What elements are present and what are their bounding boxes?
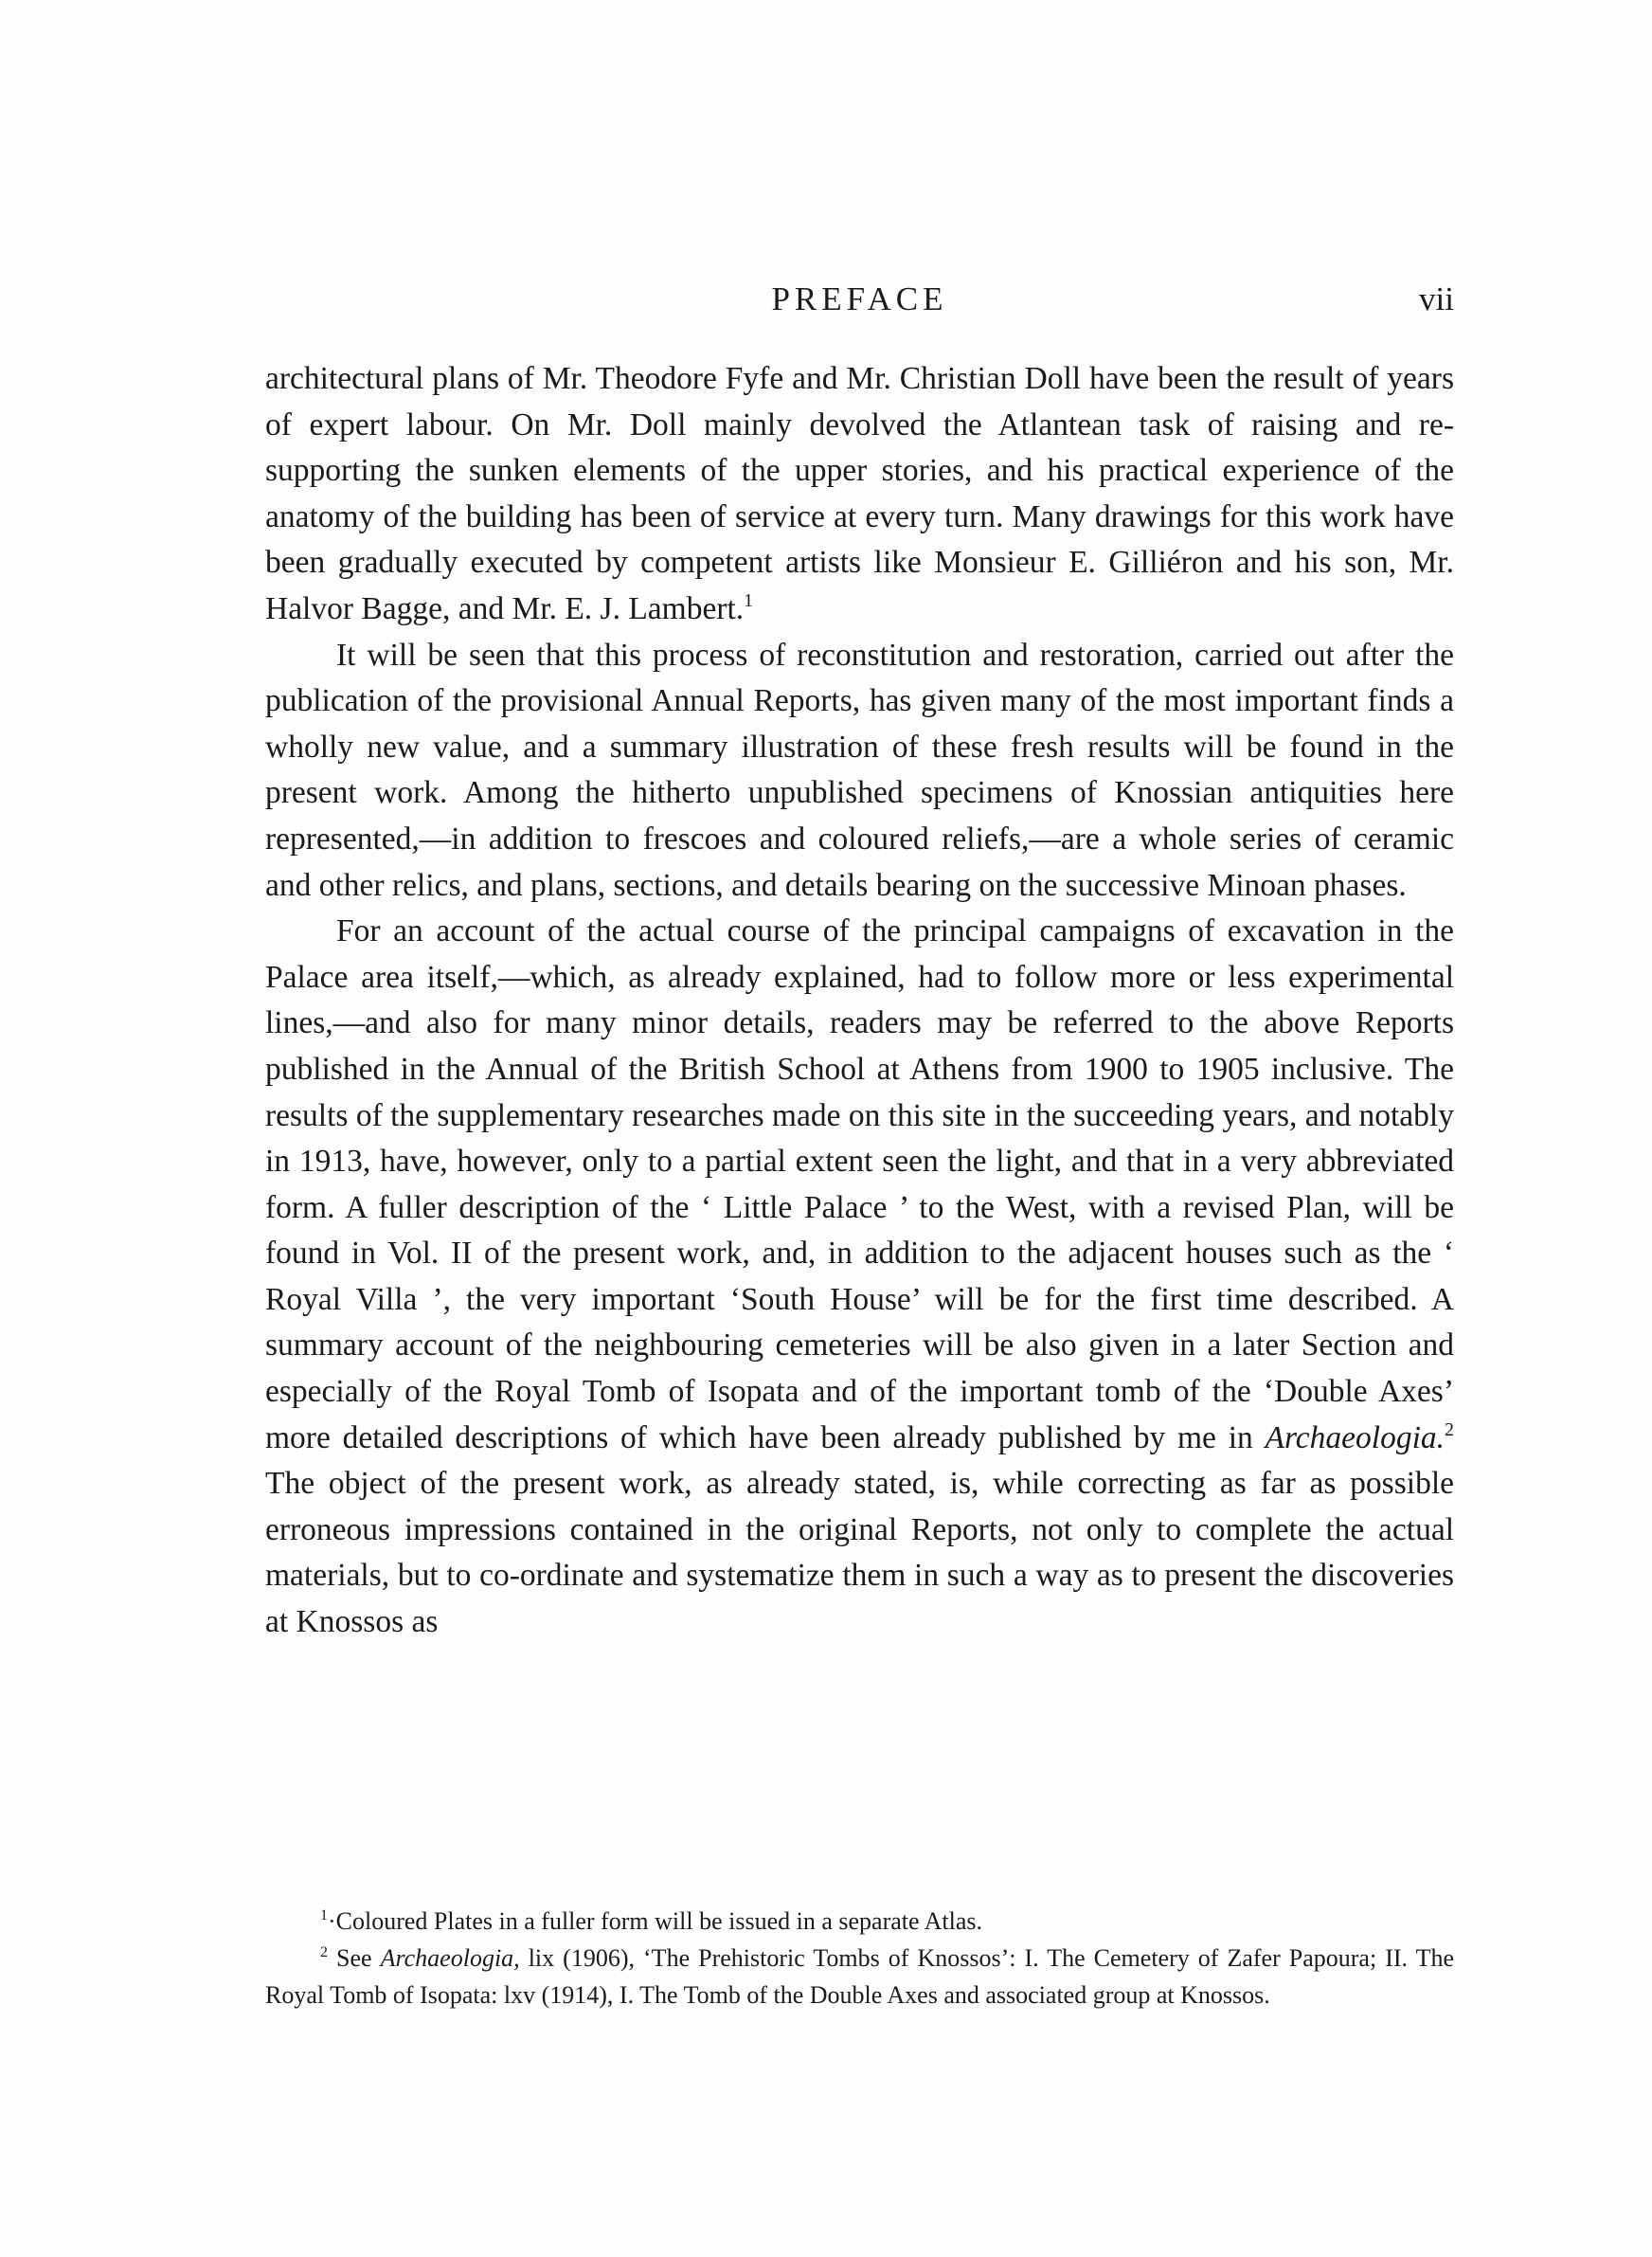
- paragraph-3-text-after: The object of the present work, as already stated, is, while correcting as far as possible erroneous impressions contained in the original Reports, not only to complete the actual materials, but to co-ordinate and systematize them in such a way as to present the discoveries at Knossos as: [265, 1466, 1454, 1640]
- footnote-1-text: ·Coloured Plates in a fuller form will be issued in a separate Atlas.: [328, 1907, 982, 1935]
- paragraph-1: [265, 356, 1454, 633]
- footnote-1-marker: 1: [320, 1907, 328, 1923]
- body-text: [265, 356, 1454, 1646]
- footnote-2-text: lix (1906), ‘The Prehistoric Tombs of Knossos’: I. The Cemetery of Zafer Papoura; II. The Royal Tomb of Isopata: lxv (1914), I. The Tomb of the Double Axes and associated group at Knossos.: [265, 1944, 1455, 2009]
- footnote-1: [265, 1903, 1454, 1940]
- paragraph-3-text-before: For an account of the actual course of the principal campaigns of excavation in the Palace area itself,—which, as already explained, had to follow more or less experimental lines,—and also for many minor details, readers may be referred to the above Reports published in the Annual of the British School at Athens from 1900 to 1905 inclusive. The results of the supplementary researches made on this site in the succeeding years, and notably in 1913, have, however, only to a partial extent seen the light, and that in a very abbreviated form. A fuller description of the ‘ Little Palace ’ to the West, with a revised Plan, will be found in Vol. II of the present work, and, in addition to the adjacent houses such as the ‘ Royal Villa ’, the very important ‘South House’ will be for the first time described. A summary account of the neighbouring cemeteries will be also given in a later Section and especially of the Royal Tomb of Isopata and of the important tomb of the ‘Double Axes’ more detailed descriptions of which have been already published by me in: [265, 913, 1454, 1455]
- footnote-2: [265, 1940, 1454, 2013]
- footnote-2-prefix: See: [336, 1944, 372, 1972]
- paragraph-2-text: It will be seen that this process of reconstitution and restoration, carried out after the publication of the provisional Annual Reports, has given many of the most important finds a wholly new value, and a summary illustration of these fresh results will be found in the present work. Among the hitherto unpublished specimens of Knossian antiquities here represented,—in addition to frescoes and coloured reliefs,—are a whole series of ceramic and other relics, and plans, sections, and details bearing on the successive Minoan phases.: [265, 637, 1454, 903]
- paragraph-1-text: architectural plans of Mr. Theodore Fyfe and Mr. Christian Doll have been the result of years of expert labour. On Mr. Doll mainly devolved the Atlantean task of raising and re-supporting the sunken elements of the upper stories, and his practical experience of the anatomy of the building has been of service at every turn. Many drawings for this work have been gradually executed by competent artists like Monsieur E. Gilliéron and his son, Mr. Halvor Bagge, and Mr. E. J. Lambert.: [265, 361, 1454, 626]
- running-title: PREFACE: [771, 280, 948, 317]
- page-header: [265, 280, 1454, 337]
- footnote-ref-2: 2: [1445, 1418, 1454, 1440]
- paragraph-2: [265, 633, 1454, 910]
- footnote-2-marker: 2: [320, 1944, 328, 1960]
- paragraph-3: [265, 909, 1454, 1646]
- page-number: vii: [1419, 280, 1454, 317]
- footnote-ref-1: 1: [744, 589, 754, 611]
- footnotes: [265, 1903, 1454, 2013]
- footnote-2-italic: Archaeologia,: [380, 1944, 520, 1972]
- archaeologia-italic: Archaeologia.: [1265, 1419, 1445, 1455]
